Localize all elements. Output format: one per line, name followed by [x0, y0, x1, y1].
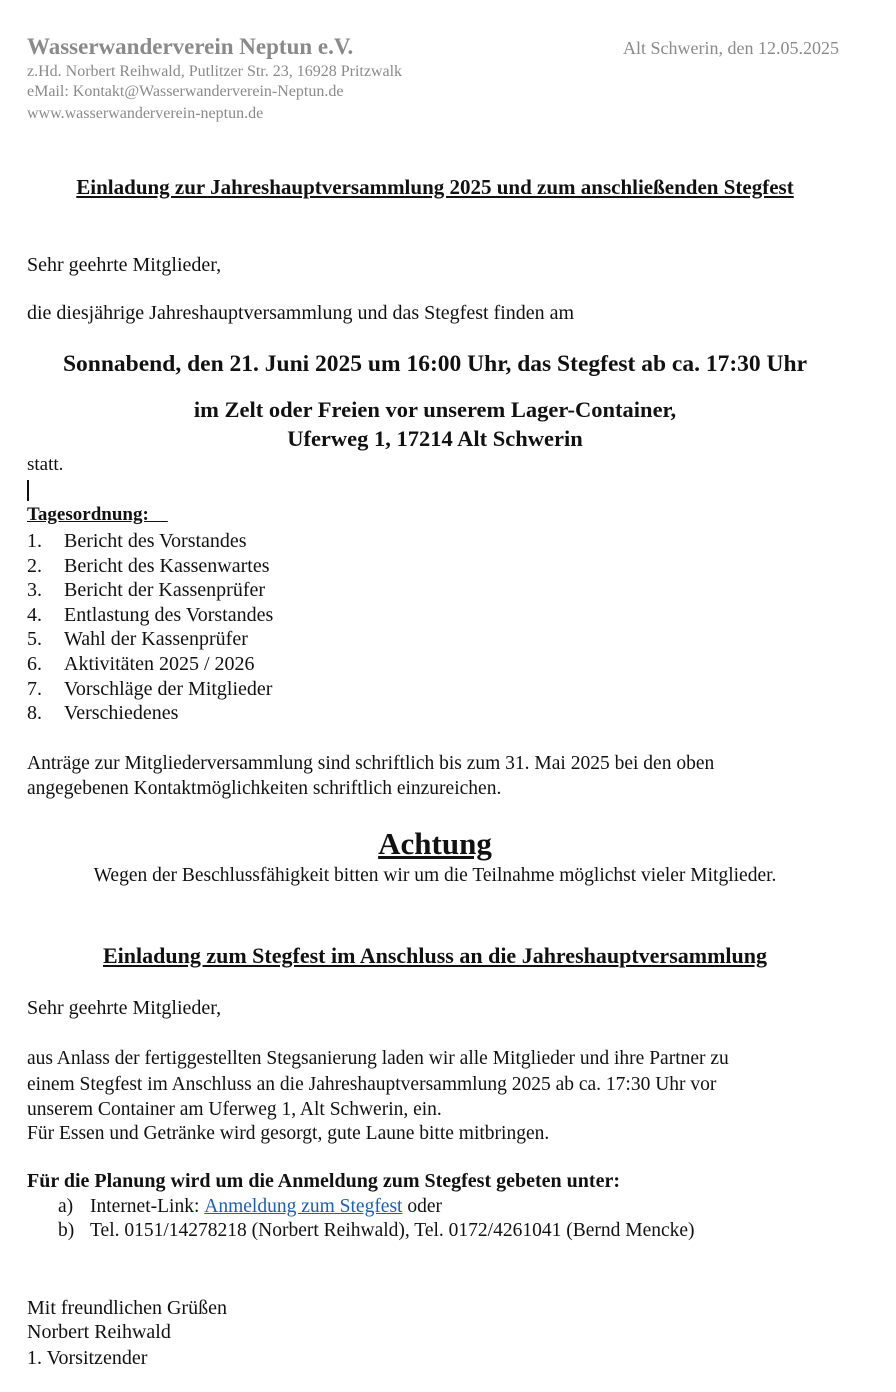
org-website: www.wasserwanderverein-neptun.de [27, 105, 264, 122]
agenda-item [27, 701, 273, 726]
agenda-item [27, 652, 273, 677]
agenda-item-text: Entlastung des Vorstandes [64, 603, 274, 626]
stegfest-salutation: Sehr geehrte Mitglieder, [27, 997, 222, 1019]
option-a-prefix: Internet-Link: [90, 1196, 205, 1217]
letter-date: Alt Schwerin, den 12.05.2025 [623, 38, 839, 58]
salutation: Sehr geehrte Mitglieder, [27, 254, 222, 276]
agenda-item [27, 578, 273, 603]
agenda-item [27, 677, 273, 702]
stegfest-body-line: Für Essen und Getränke wird gesorgt, gute Laune bitte mitbringen. [27, 1123, 550, 1144]
agenda-list [27, 529, 273, 726]
agenda-item-number: 5. [27, 628, 42, 651]
agenda-item-text: Bericht der Kassenprüfer [64, 579, 266, 602]
statt-text: statt. [27, 454, 64, 475]
stegfest-body-line: einem Stegfest im Anschluss an die Jahreshauptversammlung 2025 ab ca. 17:30 Uhr vor [27, 1074, 717, 1095]
event-place-line-1: im Zelt oder Freien vor unserem Lager-Container, [193, 397, 677, 422]
option-a [58, 1196, 442, 1218]
agenda-item-number: 2. [27, 554, 42, 577]
option-b-text: Tel. 0151/14278218 (Norbert Reihwald), Tel. 0172/4261041 (Bernd Mencke) [90, 1220, 695, 1241]
option-a-suffix: oder [402, 1196, 442, 1217]
stegfest-body-line: aus Anlass der fertiggestellten Stegsanierung laden wir alle Mitglieder und ihre Partner zu [27, 1048, 729, 1069]
motions-line-2: angegebenen Kontaktmöglichkeiten schriftlich einzureichen. [27, 778, 502, 799]
agenda-item [27, 529, 273, 554]
org-address: z.Hd. Norbert Reihwald, Putlitzer Str. 23, 16928 Pritzwalk [27, 63, 403, 80]
invitation-title: Einladung zur Jahreshauptversammlung 2025 und zum anschließenden Stegfest [76, 175, 794, 199]
signer-name: Norbert Reihwald [27, 1321, 171, 1343]
agenda-item-text: Aktivitäten 2025 / 2026 [64, 652, 255, 675]
agenda-item [27, 627, 273, 652]
stegfest-title: Einladung zum Stegfest im Anschluss an die Jahreshauptversammlung [103, 943, 767, 968]
agenda-item-number: 3. [27, 579, 42, 602]
agenda-item-text: Wahl der Kassenprüfer [64, 628, 248, 651]
warning-text: Wegen der Beschlussfähigkeit bitten wir um die Teilnahme möglichst vieler Mitglieder. [93, 865, 777, 886]
event-place-line-2: Uferweg 1, 17214 Alt Schwerin [287, 426, 583, 451]
org-name: Wasserwanderverein Neptun e.V. [27, 34, 354, 59]
agenda-item-text: Vorschläge der Mitglieder [64, 677, 273, 700]
option-b-label: b) [58, 1220, 75, 1241]
agenda-item [27, 603, 273, 628]
invitation-intro: die diesjährige Jahreshauptversammlung und das Stegfest finden am [27, 302, 575, 324]
warning-heading: Achtung [378, 826, 492, 861]
agenda-item-number: 1. [27, 530, 42, 552]
text-cursor [27, 480, 29, 501]
agenda-item-number: 8. [27, 702, 42, 725]
org-email: eMail: Kontakt@Wasserwanderverein-Neptun.de [27, 83, 344, 100]
planning-heading: Für die Planung wird um die Anmeldung zum Stegfest gebeten unter: [27, 1170, 620, 1192]
agenda-item-text: Verschiedenes [64, 702, 179, 725]
closing-greeting: Mit freundlichen Grüßen [27, 1297, 227, 1319]
registration-link[interactable]: Anmeldung zum Stegfest [204, 1196, 403, 1217]
agenda-item-text: Bericht des Kassenwartes [64, 554, 270, 577]
agenda-item [27, 554, 273, 579]
option-b [58, 1220, 695, 1242]
agenda-item-text: Bericht des Vorstandes [64, 530, 247, 552]
event-date-line: Sonnabend, den 21. Juni 2025 um 16:00 Uhr, das Stegfest ab ca. 17:30 Uhr [62, 351, 808, 377]
stegfest-body-line: unserem Container am Uferweg 1, Alt Schwerin, ein. [27, 1099, 442, 1120]
agenda-heading: Tagesordnung: [27, 504, 149, 525]
option-a-label: a) [58, 1196, 74, 1217]
agenda-item-number: 4. [27, 603, 42, 626]
signer-role: 1. Vorsitzender [27, 1347, 148, 1369]
agenda-item-number: 6. [27, 652, 42, 675]
motions-line-1: Anträge zur Mitgliederversammlung sind schriftlich bis zum 31. Mai 2025 bei den oben [27, 753, 715, 774]
agenda-item-number: 7. [27, 677, 42, 700]
